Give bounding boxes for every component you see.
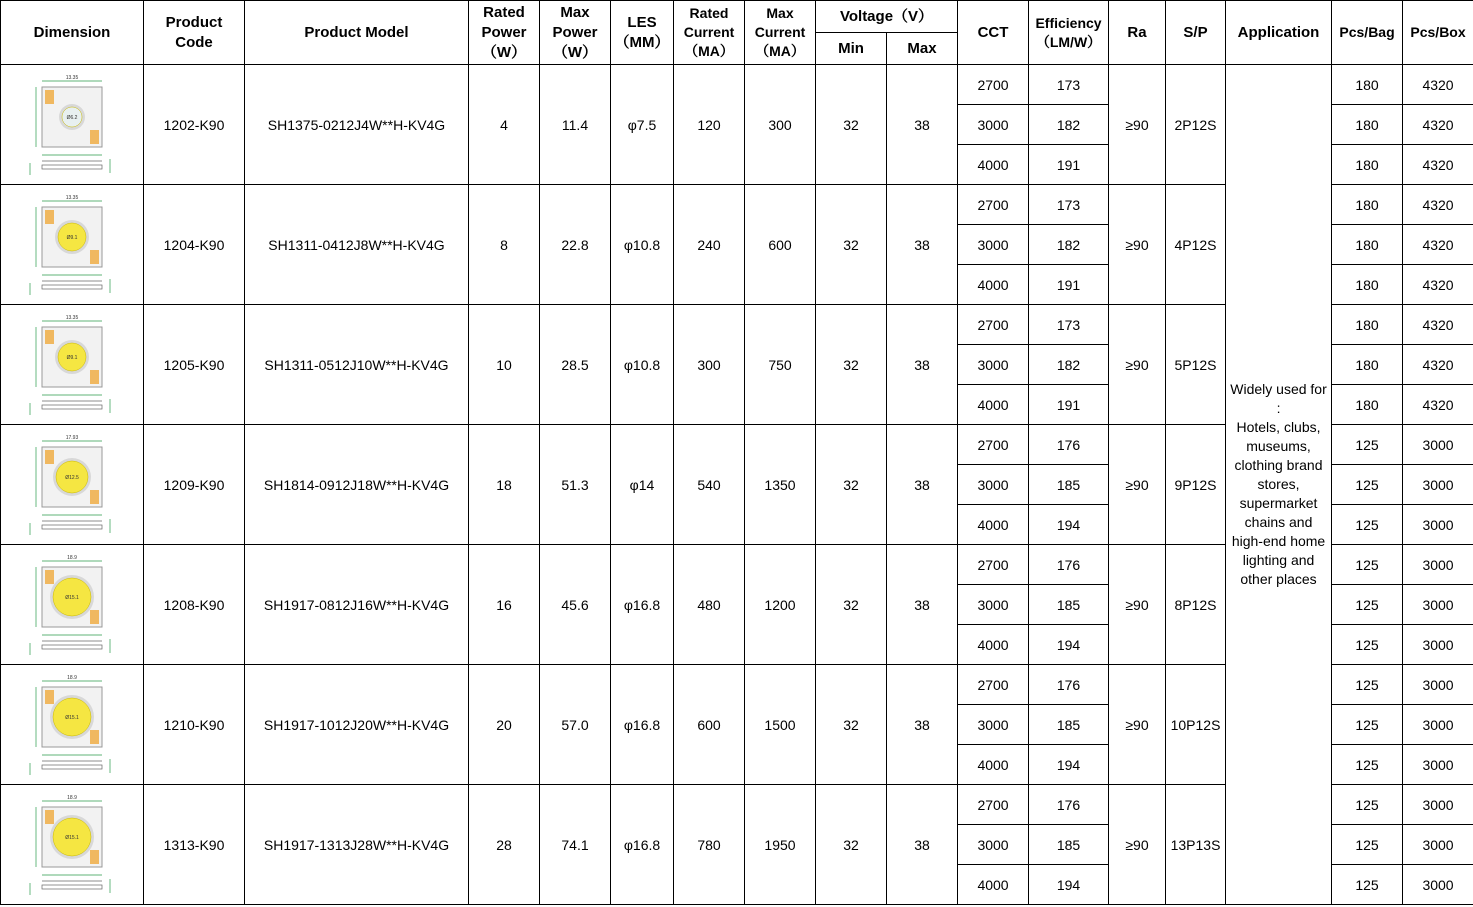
- efficiency: 185: [1029, 825, 1109, 865]
- dimension-drawing: [12, 69, 132, 181]
- product-code: 1313-K90: [144, 785, 245, 905]
- rated-power: 28: [469, 785, 540, 905]
- max-power: 45.6: [540, 545, 611, 665]
- svg-text:Ø15.1: Ø15.1: [65, 714, 79, 721]
- pcs-bag: 180: [1332, 225, 1403, 265]
- application-line: Hotels, clubs,: [1236, 419, 1321, 435]
- pcs-box: 4320: [1403, 65, 1473, 105]
- pcs-box: 4320: [1403, 145, 1473, 185]
- rated-current: 600: [674, 665, 745, 785]
- efficiency: 191: [1029, 265, 1109, 305]
- dimension-drawing: [12, 669, 132, 781]
- dimension-cell: [1, 65, 144, 185]
- pad-shape: [90, 730, 99, 744]
- product-model: SH1311-0412J8W**H-KV4G: [245, 185, 469, 305]
- rated-power: 18: [469, 425, 540, 545]
- pad-shape: [90, 610, 99, 624]
- efficiency: 185: [1029, 705, 1109, 745]
- cct: 3000: [958, 225, 1029, 265]
- cct: 2700: [958, 545, 1029, 585]
- dimension-drawing: [12, 549, 132, 661]
- cct: 4000: [958, 145, 1029, 185]
- cct: 2700: [958, 65, 1029, 105]
- efficiency: 194: [1029, 505, 1109, 545]
- pad-shape: [45, 210, 54, 224]
- product-code: 1205-K90: [144, 305, 245, 425]
- header-efficiency: Efficiency （LM/W）: [1029, 1, 1109, 65]
- max-power: 28.5: [540, 305, 611, 425]
- pcs-box: 4320: [1403, 385, 1473, 425]
- pcs-bag: 125: [1332, 625, 1403, 665]
- cct: 4000: [958, 745, 1029, 785]
- voltage-min: 32: [816, 785, 887, 905]
- efficiency: 182: [1029, 225, 1109, 265]
- svg-text:18.9: 18.9: [67, 554, 77, 561]
- rated-current: 240: [674, 185, 745, 305]
- product-code: 1204-K90: [144, 185, 245, 305]
- sp: 5P12S: [1166, 305, 1226, 425]
- rated-current: 540: [674, 425, 745, 545]
- max-current: 1950: [745, 785, 816, 905]
- voltage-max: 38: [887, 785, 958, 905]
- product-code: 1208-K90: [144, 545, 245, 665]
- header-pcs-bag: Pcs/Bag: [1332, 1, 1403, 65]
- svg-text:13.35: 13.35: [65, 314, 79, 321]
- voltage-max: 38: [887, 185, 958, 305]
- pcs-bag: 125: [1332, 745, 1403, 785]
- voltage-max: 38: [887, 65, 958, 185]
- pcs-bag: 125: [1332, 785, 1403, 825]
- rated-current: 120: [674, 65, 745, 185]
- cct: 3000: [958, 585, 1029, 625]
- dimension-cell: [1, 545, 144, 665]
- cct: 3000: [958, 465, 1029, 505]
- sp: 9P12S: [1166, 425, 1226, 545]
- rated-power: 16: [469, 545, 540, 665]
- voltage-min: 32: [816, 545, 887, 665]
- svg-text:Ø6.2: Ø6.2: [66, 114, 78, 121]
- header-max-current: Max Current （MA）: [745, 1, 816, 65]
- voltage-min: 32: [816, 185, 887, 305]
- pcs-box: 3000: [1403, 505, 1473, 545]
- pcs-bag: 125: [1332, 545, 1403, 585]
- pad-shape: [45, 450, 54, 464]
- ra: ≥90: [1109, 545, 1166, 665]
- pcs-bag: 125: [1332, 505, 1403, 545]
- cct: 2700: [958, 185, 1029, 225]
- cct: 4000: [958, 865, 1029, 905]
- efficiency: 191: [1029, 145, 1109, 185]
- dimension-cell: [1, 785, 144, 905]
- efficiency: 173: [1029, 65, 1109, 105]
- voltage-max: 38: [887, 665, 958, 785]
- header-application: Application: [1226, 1, 1332, 65]
- svg-text:Ø9.1: Ø9.1: [66, 354, 78, 361]
- application-line: stores,: [1257, 476, 1300, 492]
- cct: 2700: [958, 305, 1029, 345]
- les: φ14: [611, 425, 674, 545]
- dimension-drawing: [12, 189, 132, 301]
- dimension-cell: [1, 185, 144, 305]
- application-line: lighting and: [1242, 552, 1315, 568]
- cct: 2700: [958, 665, 1029, 705]
- efficiency: 194: [1029, 745, 1109, 785]
- cct: 2700: [958, 785, 1029, 825]
- ra: ≥90: [1109, 665, 1166, 785]
- efficiency: 176: [1029, 785, 1109, 825]
- pcs-box: 3000: [1403, 865, 1473, 905]
- pcs-box: 3000: [1403, 425, 1473, 465]
- efficiency: 185: [1029, 465, 1109, 505]
- les: φ16.8: [611, 785, 674, 905]
- rated-power: 8: [469, 185, 540, 305]
- product-model: SH1917-1313J28W**H-KV4G: [245, 785, 469, 905]
- product-model: SH1311-0512J10W**H-KV4G: [245, 305, 469, 425]
- header-dimension: Dimension: [1, 1, 144, 65]
- pcs-box: 4320: [1403, 185, 1473, 225]
- voltage-min: 32: [816, 665, 887, 785]
- svg-text:13.35: 13.35: [65, 194, 79, 201]
- voltage-max: 38: [887, 305, 958, 425]
- max-current: 1350: [745, 425, 816, 545]
- header-cct: CCT: [958, 1, 1029, 65]
- dimension-cell: [1, 665, 144, 785]
- svg-text:Ø15.1: Ø15.1: [65, 834, 79, 841]
- header-les: LES （MM）: [611, 1, 674, 65]
- pcs-box: 3000: [1403, 785, 1473, 825]
- cct: 4000: [958, 625, 1029, 665]
- max-power: 57.0: [540, 665, 611, 785]
- pcs-bag: 180: [1332, 305, 1403, 345]
- max-current: 1500: [745, 665, 816, 785]
- cct: 4000: [958, 385, 1029, 425]
- pcs-bag: 180: [1332, 185, 1403, 225]
- efficiency: 176: [1029, 665, 1109, 705]
- rated-current: 300: [674, 305, 745, 425]
- efficiency: 191: [1029, 385, 1109, 425]
- application-line: Widely used for: [1230, 381, 1327, 397]
- pad-shape: [45, 810, 54, 824]
- pad-shape: [90, 490, 99, 504]
- cct: 3000: [958, 345, 1029, 385]
- efficiency: 176: [1029, 545, 1109, 585]
- pcs-bag: 125: [1332, 825, 1403, 865]
- max-power: 11.4: [540, 65, 611, 185]
- max-power: 22.8: [540, 185, 611, 305]
- pcs-box: 3000: [1403, 585, 1473, 625]
- rated-power: 4: [469, 65, 540, 185]
- svg-text:Ø15.1: Ø15.1: [65, 594, 79, 601]
- pcs-bag: 180: [1332, 105, 1403, 145]
- pcs-box: 4320: [1403, 105, 1473, 145]
- cct: 4000: [958, 505, 1029, 545]
- pcs-bag: 180: [1332, 145, 1403, 185]
- application-line: museums,: [1246, 438, 1311, 454]
- ra: ≥90: [1109, 185, 1166, 305]
- cct: 3000: [958, 825, 1029, 865]
- les: φ16.8: [611, 665, 674, 785]
- pcs-box: 3000: [1403, 665, 1473, 705]
- pcs-box: 4320: [1403, 305, 1473, 345]
- dimension-drawing: [12, 309, 132, 421]
- sp: 8P12S: [1166, 545, 1226, 665]
- header-sp: S/P: [1166, 1, 1226, 65]
- voltage-min: 32: [816, 425, 887, 545]
- header-pcs-box: Pcs/Box: [1403, 1, 1473, 65]
- header-voltage-max: Max: [887, 33, 958, 65]
- cct: 3000: [958, 705, 1029, 745]
- pcs-bag: 180: [1332, 345, 1403, 385]
- pcs-box: 3000: [1403, 705, 1473, 745]
- rated-power: 20: [469, 665, 540, 785]
- application-line: supermarket: [1239, 495, 1318, 511]
- application-line: clothing brand: [1234, 457, 1323, 473]
- max-current: 1200: [745, 545, 816, 665]
- pad-shape: [90, 850, 99, 864]
- rated-power: 10: [469, 305, 540, 425]
- application-line: :: [1276, 400, 1281, 416]
- cct: 3000: [958, 105, 1029, 145]
- pcs-bag: 125: [1332, 705, 1403, 745]
- pcs-box: 3000: [1403, 465, 1473, 505]
- max-current: 750: [745, 305, 816, 425]
- application-cell: [1226, 65, 1332, 905]
- header-voltage: Voltage（V）: [816, 1, 958, 33]
- pcs-box: 3000: [1403, 745, 1473, 785]
- pcs-bag: 180: [1332, 265, 1403, 305]
- efficiency: 194: [1029, 625, 1109, 665]
- les: φ7.5: [611, 65, 674, 185]
- product-code: 1202-K90: [144, 65, 245, 185]
- sp: 13P13S: [1166, 785, 1226, 905]
- max-power: 74.1: [540, 785, 611, 905]
- les: φ10.8: [611, 305, 674, 425]
- pad-shape: [45, 90, 54, 104]
- ra: ≥90: [1109, 305, 1166, 425]
- sp: 2P12S: [1166, 65, 1226, 185]
- svg-text:17.93: 17.93: [65, 434, 79, 441]
- pcs-bag: 180: [1332, 385, 1403, 425]
- pad-shape: [45, 330, 54, 344]
- svg-text:Ø9.1: Ø9.1: [66, 234, 78, 241]
- efficiency: 182: [1029, 105, 1109, 145]
- product-model: SH1917-1012J20W**H-KV4G: [245, 665, 469, 785]
- svg-text:13.35: 13.35: [65, 74, 79, 81]
- pad-shape: [90, 130, 99, 144]
- les: φ10.8: [611, 185, 674, 305]
- ra: ≥90: [1109, 425, 1166, 545]
- pcs-box: 3000: [1403, 825, 1473, 865]
- max-power: 51.3: [540, 425, 611, 545]
- pcs-bag: 125: [1332, 665, 1403, 705]
- pcs-box: 3000: [1403, 545, 1473, 585]
- pcs-bag: 125: [1332, 465, 1403, 505]
- dimension-drawing: [12, 429, 132, 541]
- max-current: 600: [745, 185, 816, 305]
- svg-text:18.9: 18.9: [67, 674, 77, 681]
- product-code: 1210-K90: [144, 665, 245, 785]
- pad-shape: [90, 370, 99, 384]
- max-current: 300: [745, 65, 816, 185]
- application-line: high-end home: [1231, 533, 1326, 549]
- voltage-min: 32: [816, 305, 887, 425]
- product-model: SH1814-0912J18W**H-KV4G: [245, 425, 469, 545]
- voltage-max: 38: [887, 425, 958, 545]
- pcs-bag: 180: [1332, 65, 1403, 105]
- header-product-model: Product Model: [245, 1, 469, 65]
- pad-shape: [90, 250, 99, 264]
- header-voltage-min: Min: [816, 33, 887, 65]
- application-line: other places: [1240, 571, 1317, 587]
- pcs-bag: 125: [1332, 425, 1403, 465]
- rated-current: 780: [674, 785, 745, 905]
- sp: 10P12S: [1166, 665, 1226, 785]
- sp: 4P12S: [1166, 185, 1226, 305]
- cct: 4000: [958, 265, 1029, 305]
- pcs-box: 4320: [1403, 225, 1473, 265]
- product-model: SH1375-0212J4W**H-KV4G: [245, 65, 469, 185]
- pcs-box: 4320: [1403, 345, 1473, 385]
- dimension-cell: [1, 425, 144, 545]
- les: φ16.8: [611, 545, 674, 665]
- efficiency: 185: [1029, 585, 1109, 625]
- pad-shape: [45, 570, 54, 584]
- header-rated-current: Rated Current （MA）: [674, 1, 745, 65]
- ra: ≥90: [1109, 65, 1166, 185]
- header-max-power: Max Power （W）: [540, 1, 611, 65]
- pcs-bag: 125: [1332, 585, 1403, 625]
- pcs-box: 3000: [1403, 625, 1473, 665]
- dimension-drawing: [12, 789, 132, 901]
- header-rated-power: Rated Power （W）: [469, 1, 540, 65]
- ra: ≥90: [1109, 785, 1166, 905]
- efficiency: 173: [1029, 185, 1109, 225]
- rated-current: 480: [674, 545, 745, 665]
- pcs-bag: 125: [1332, 865, 1403, 905]
- pad-shape: [45, 690, 54, 704]
- svg-text:18.9: 18.9: [67, 794, 77, 801]
- svg-text:Ø12.5: Ø12.5: [65, 474, 79, 481]
- efficiency: 194: [1029, 865, 1109, 905]
- efficiency: 173: [1029, 305, 1109, 345]
- product-code: 1209-K90: [144, 425, 245, 545]
- cct: 2700: [958, 425, 1029, 465]
- efficiency: 176: [1029, 425, 1109, 465]
- voltage-max: 38: [887, 545, 958, 665]
- table-row: [1, 65, 1473, 105]
- application-line: chains and: [1244, 514, 1313, 530]
- voltage-min: 32: [816, 65, 887, 185]
- header-product-code: Product Code: [144, 1, 245, 65]
- dimension-cell: [1, 305, 144, 425]
- product-model: SH1917-0812J16W**H-KV4G: [245, 545, 469, 665]
- efficiency: 182: [1029, 345, 1109, 385]
- header-ra: Ra: [1109, 1, 1166, 65]
- pcs-box: 4320: [1403, 265, 1473, 305]
